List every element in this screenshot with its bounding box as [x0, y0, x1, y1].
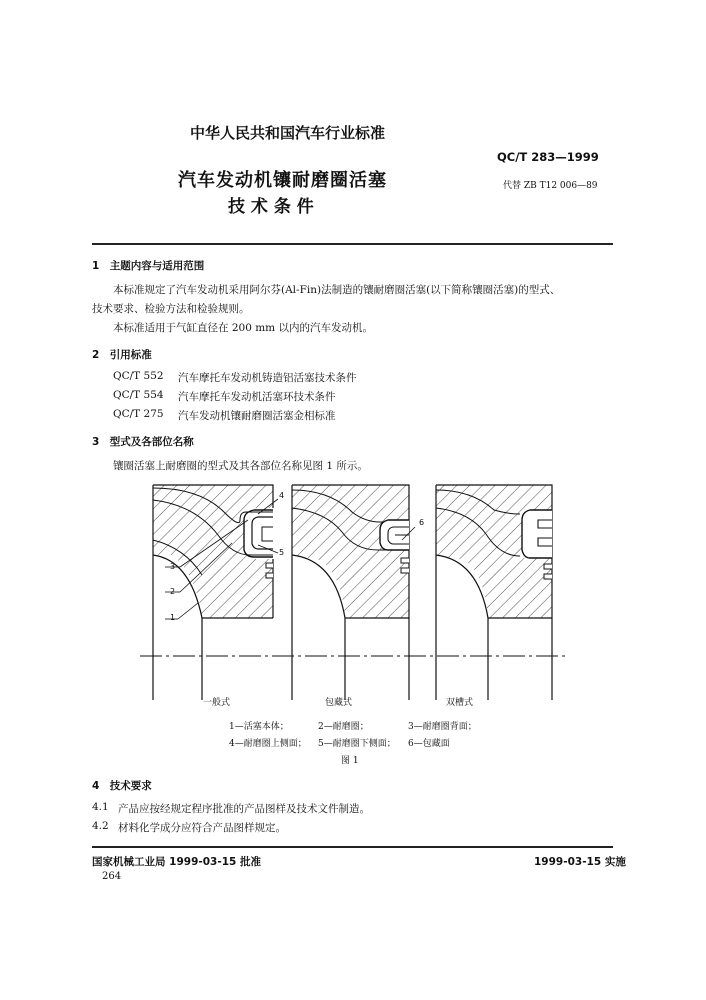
label-4: 4 [279, 491, 285, 500]
legend-item: 2—耐磨圈； [318, 722, 369, 732]
section-1-para-1-line-1: 本标准规定了汽车发动机采用阿尔芬(Al-Fin)法制造的镶耐磨圈活塞(以下简称镶圈活塞)的型式、 [113, 284, 561, 296]
ref-title: 汽车摩托车发动机铸造铝活塞技术条件 [178, 372, 357, 384]
section-4-heading: 4 技术要求 [92, 780, 152, 792]
document-title: 汽车发动机镶耐磨圈活塞 [178, 170, 387, 191]
label-3: 3 [170, 562, 176, 571]
issuing-body: 中华人民共和国汽车行业标准 [190, 124, 386, 142]
clause-number: 4.1 [92, 801, 109, 813]
legend-item: 6—包藏面 [408, 739, 450, 749]
label-2: 2 [170, 587, 176, 596]
page-number: 264 [102, 871, 122, 882]
variant-embedded: 包藏式 [325, 698, 353, 708]
legend-item: 5—耐磨圈下侧面； [318, 739, 396, 749]
section-3-heading: 3 型式及各部位名称 [92, 436, 194, 448]
label-1: 1 [170, 613, 176, 622]
clause-text: 产品应按经规定程序批准的产品图样及技术文件制造。 [118, 803, 370, 815]
legend-item: 3—耐磨圈背面； [408, 722, 477, 732]
effective-line: 1999-03-15 实施 [534, 856, 626, 868]
label-6: 6 [419, 518, 425, 527]
section-3-para: 镶圈活塞上耐磨圈的型式及其各部位名称见图 1 所示。 [113, 460, 368, 472]
embedded-type-section [292, 485, 415, 700]
legend-item: 1—活塞本体； [229, 722, 289, 732]
double-groove-type-section [436, 485, 552, 700]
ref-code: QC/T 552 [113, 370, 164, 382]
standard-code: QC/T 283—1999 [497, 150, 599, 164]
label-5: 5 [279, 548, 285, 557]
section-2-heading: 2 引用标准 [92, 349, 152, 361]
ref-title: 汽车摩托车发动机活塞环技术条件 [178, 391, 336, 403]
document-subtitle: 技 术 条 件 [228, 197, 314, 217]
approval-line: 国家机械工业局 1999-03-15 批准 [92, 856, 261, 868]
ref-code: QC/T 554 [113, 389, 164, 401]
section-1-para-2: 本标准适用于气缸直径在 200 mm 以内的汽车发动机。 [113, 322, 373, 334]
replaces-note: 代替 ZB T12 006—89 [503, 181, 598, 191]
variant-double-groove: 双槽式 [446, 698, 474, 708]
clause-number: 4.2 [92, 820, 109, 832]
figure-caption: 图 1 [341, 756, 359, 766]
section-1-heading: 1 主题内容与适用范围 [92, 260, 205, 272]
variant-general: 一般式 [203, 698, 231, 708]
clause-text: 材料化学成分应符合产品图样规定。 [118, 822, 286, 834]
ref-title: 汽车发动机镶耐磨圈活塞金相标准 [178, 410, 336, 422]
footer-rule [92, 846, 613, 848]
ref-code: QC/T 275 [113, 408, 164, 420]
legend-item: 4—耐磨圈上侧面； [229, 739, 307, 749]
section-1-para-1-line-2: 技术要求、检验方法和检验规则。 [92, 303, 250, 315]
